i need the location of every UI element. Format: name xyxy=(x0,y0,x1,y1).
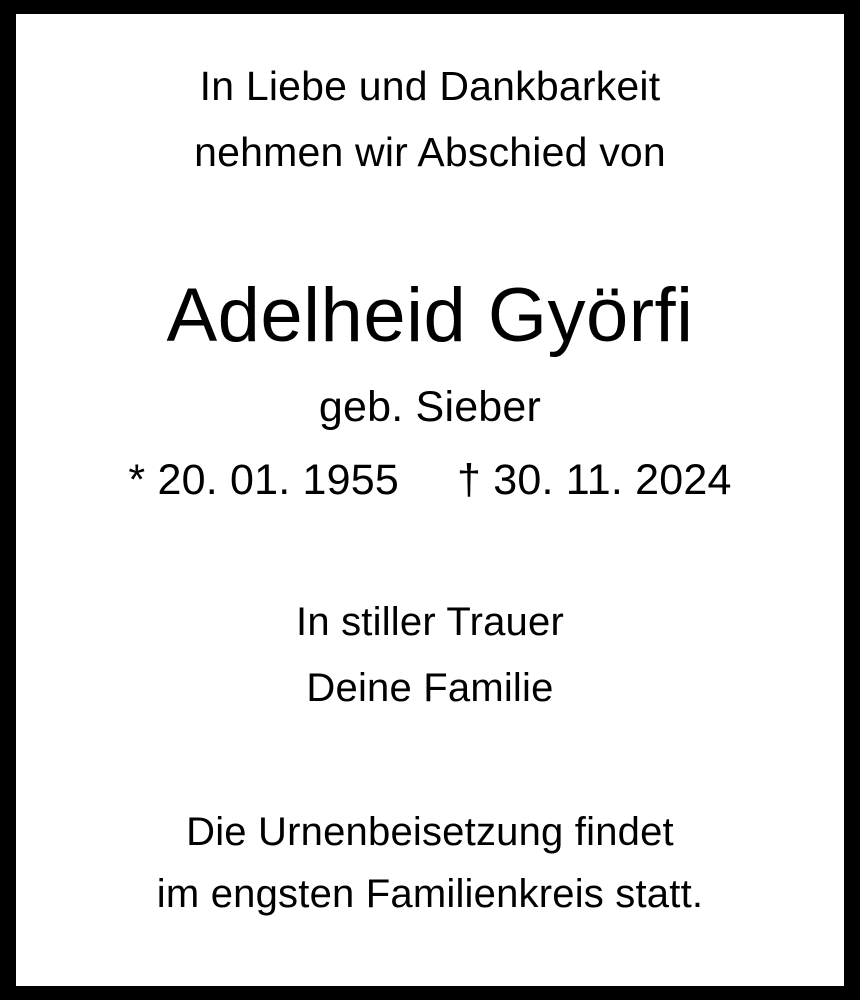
death-date: † 30. 11. 2024 xyxy=(457,456,732,504)
funeral-note-line-2: im engsten Familienkreis statt. xyxy=(156,872,704,916)
intro-line-1: In Liebe und Dankbarkeit xyxy=(199,63,661,109)
mourning-line-2: Deine Familie xyxy=(306,666,554,710)
intro-line-2: nehmen wir Abschied von xyxy=(194,129,666,175)
birth-date: * 20. 01. 1955 xyxy=(128,456,399,504)
obituary-card xyxy=(16,14,844,986)
deceased-name: Adelheid Györfi xyxy=(166,273,694,358)
mourning-line-1: In stiller Trauer xyxy=(296,600,564,644)
maiden-name: geb. Sieber xyxy=(318,383,542,431)
funeral-note-line-1: Die Urnenbeisetzung findet xyxy=(186,810,674,854)
life-dates xyxy=(128,454,731,506)
